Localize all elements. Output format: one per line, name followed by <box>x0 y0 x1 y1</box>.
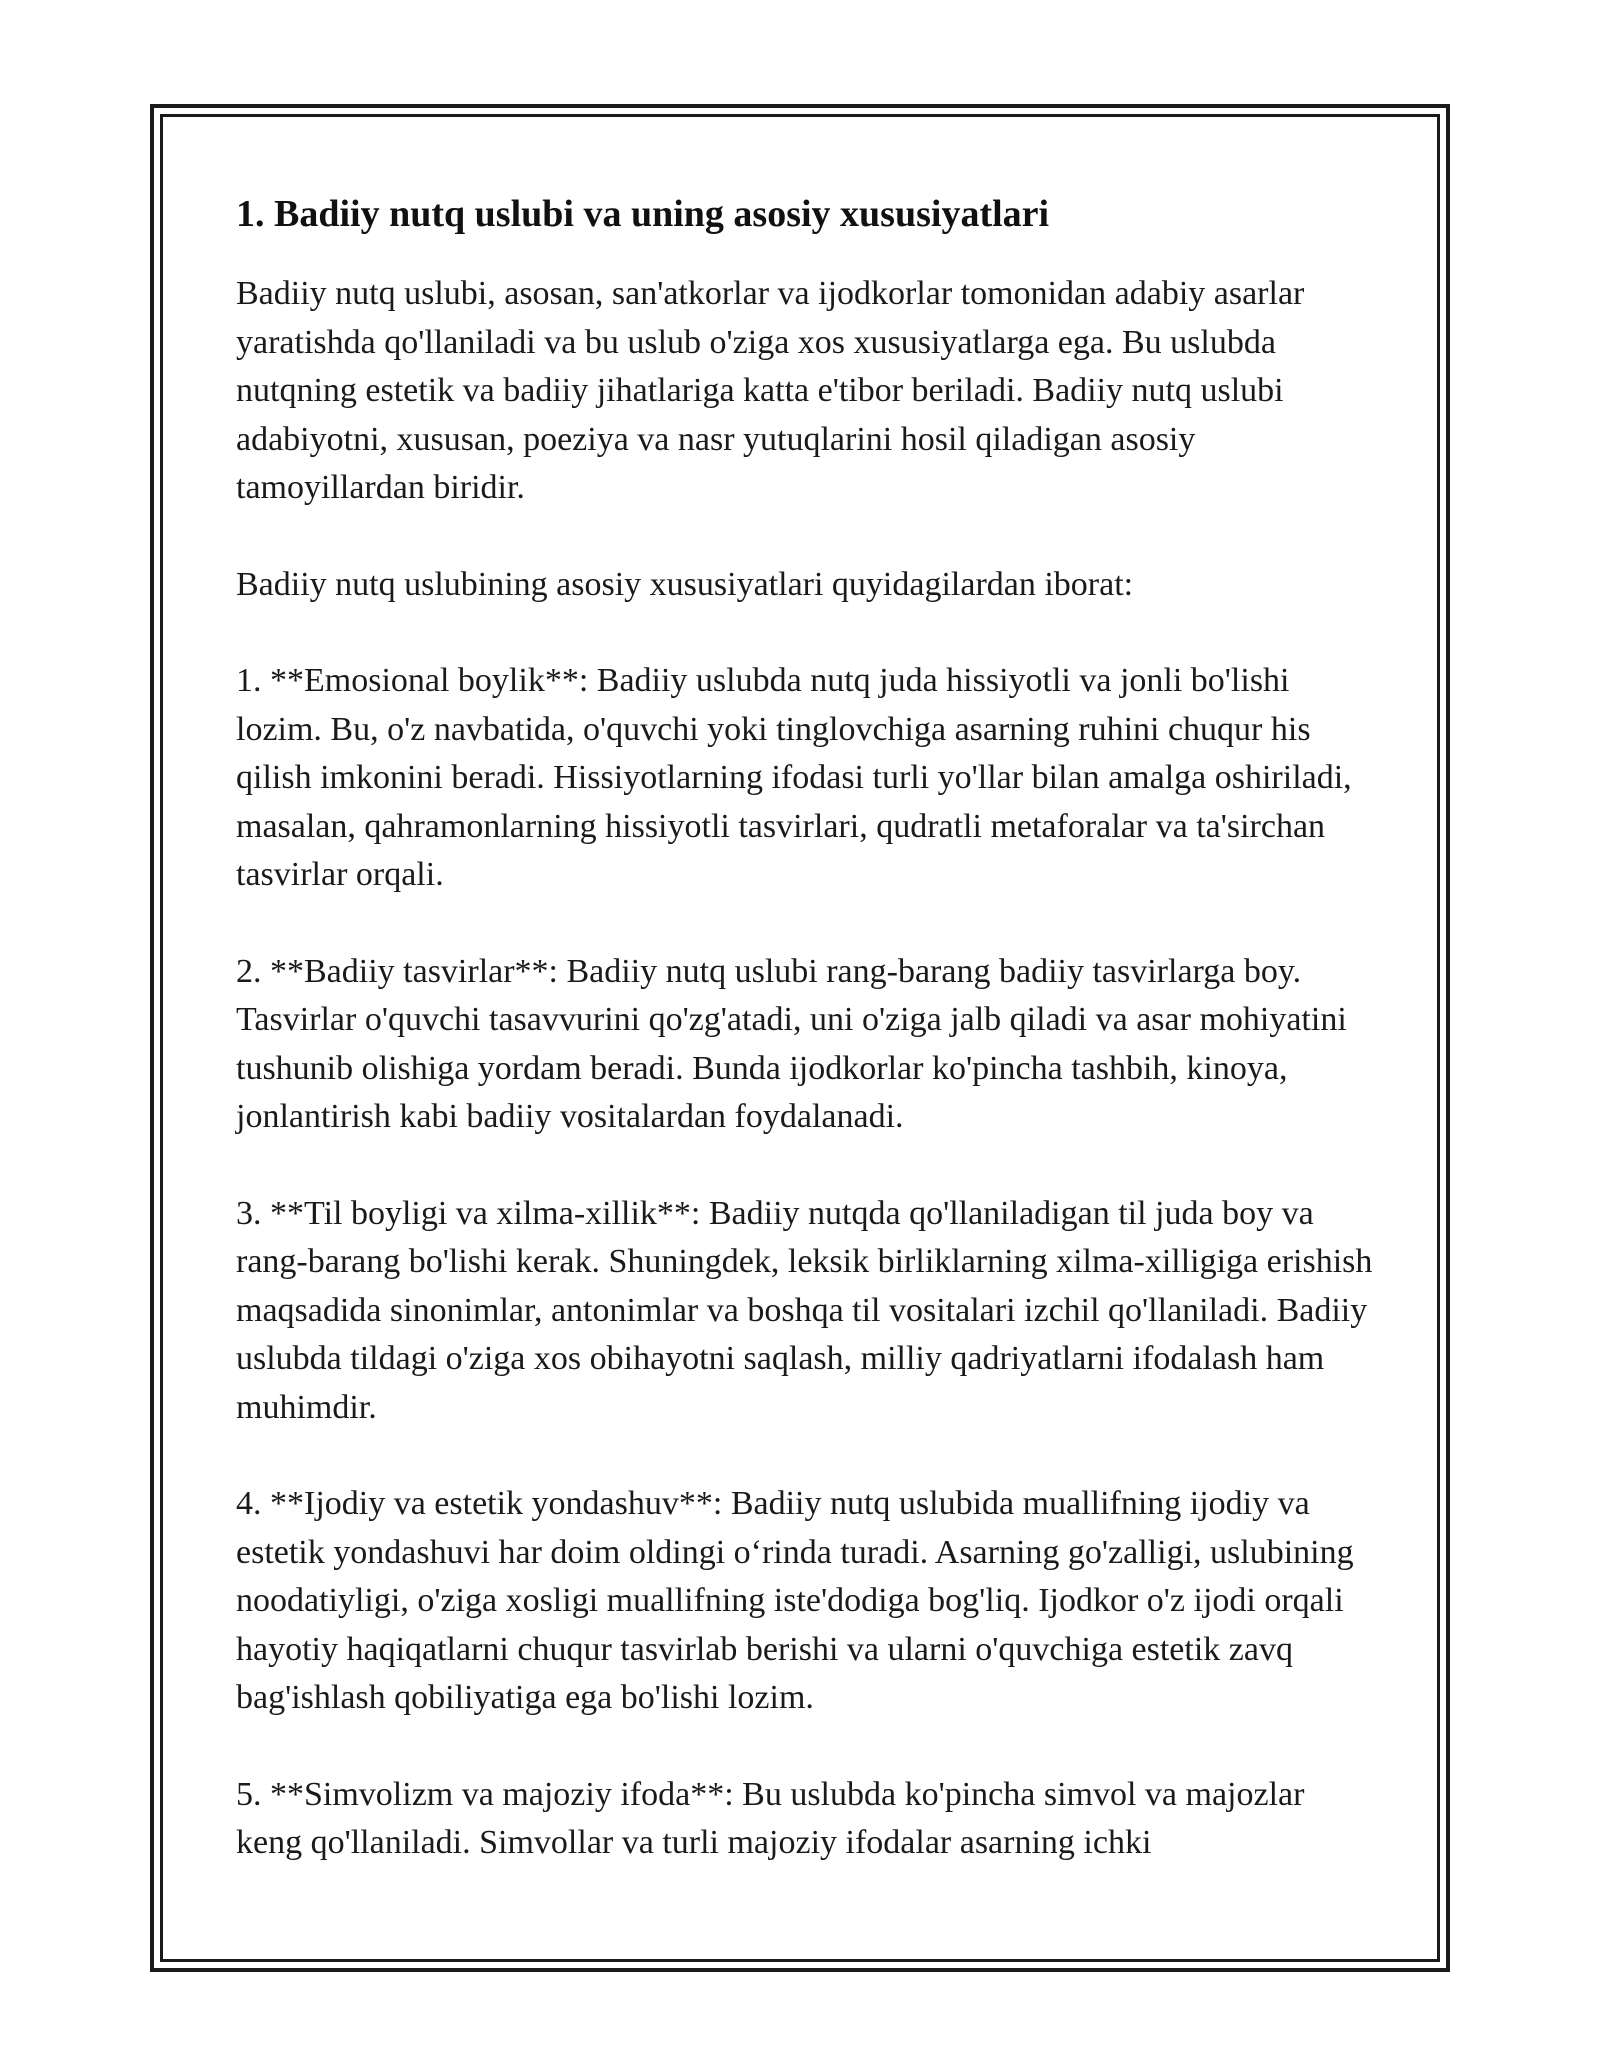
section-heading: 1. Badiiy nutq uslubi va uning asosiy xususiyatlari <box>236 193 1050 235</box>
list-item-language-richness: 3. **Til boyligi va xilma-xillik**: Badiiy nutqda qo'llaniladigan til juda boy va rang-barang bo'lishi kerak. Shuningdek, leksik birliklarning xilma-xilligiga erishish maqsadida sinonimlar, antonimlar va boshqa til vositalari izchil qo'llaniladi. Badiiy uslubda tildagi o'ziga xos obihayotni saqlash, milliy qadriyatlarni ifodalash ham muhimdir. <box>236 1194 1373 1426</box>
list-item-creative-approach: 4. **Ijodiy va estetik yondashuv**: Badiiy nutq uslubida muallifning ijodiy va estetik yondashuvi har doim oldingi o‘rinda turadi. Asarning go'zalligi, uslubining noodatiyligi, o'ziga xosligi muallifning iste'dodiga bog'liq. Ijodkor o'z ijodi orqali hayotiy haqiqatlarni chuqur tasvirlab berishi va ularni o'quvchiga estetik zavq bag'ishlash qobiliyatiga ega bo'lishi lozim. <box>236 1485 1354 1716</box>
list-item-symbolism: 5. **Simvolizm va majoziy ifoda**: Bu uslubda ko'pincha simvol va majozlar keng qo'llaniladi. Simvollar va turli majoziy ifodalar asarning ichki <box>236 1775 1305 1861</box>
list-item-artistic-images: 2. **Badiiy tasvirlar**: Badiiy nutq uslubi rang-barang badiiy tasvirlarga boy. Tasvirlar o'quvchi tasavvurini qo'zg'atadi, uni o'ziga jalb qiladi va asar mohiyatini tushunib olishiga yordam beradi. Bunda ijodkorlar ko'pincha tashbih, kinoya, jonlantirish kabi badiiy vositalardan foydalanadi. <box>236 952 1347 1135</box>
paragraph-features-lead: Badiiy nutq uslubining asosiy xususiyatlari quyidagilardan iborat: <box>236 565 1134 603</box>
paragraph-intro: Badiiy nutq uslubi, asosan, san'atkorlar va ijodkorlar tomonidan adabiy asarlar yaratishda qo'llaniladi va bu uslub o'ziga xos xususiyatlarga ega. Bu uslubda nutqning estetik va badiiy jihatlariga katta e'tibor beriladi. Badiiy nutq uslubi adabiyotni, xususan, poeziya va nasr yutuqlarini hosil qiladigan asosiy tamoyillardan biridir. <box>236 275 1305 506</box>
document-body <box>236 188 1376 1916</box>
list-item-emotional-richness: 1. **Emosional boylik**: Badiiy uslubda nutq juda hissiyotli va jonli bo'lishi lozim. Bu, o'z navbatida, o'quvchi yoki tinglovchiga asarning ruhini chuqur his qilish imkonini beradi. Hissiyotlarning ifodasi turli yo'llar bilan amalga oshiriladi, masalan, qahramonlarning hissiyotli tasvirlari, qudratli metaforalar va ta'sirchan tasvirlar orqali. <box>236 662 1352 893</box>
